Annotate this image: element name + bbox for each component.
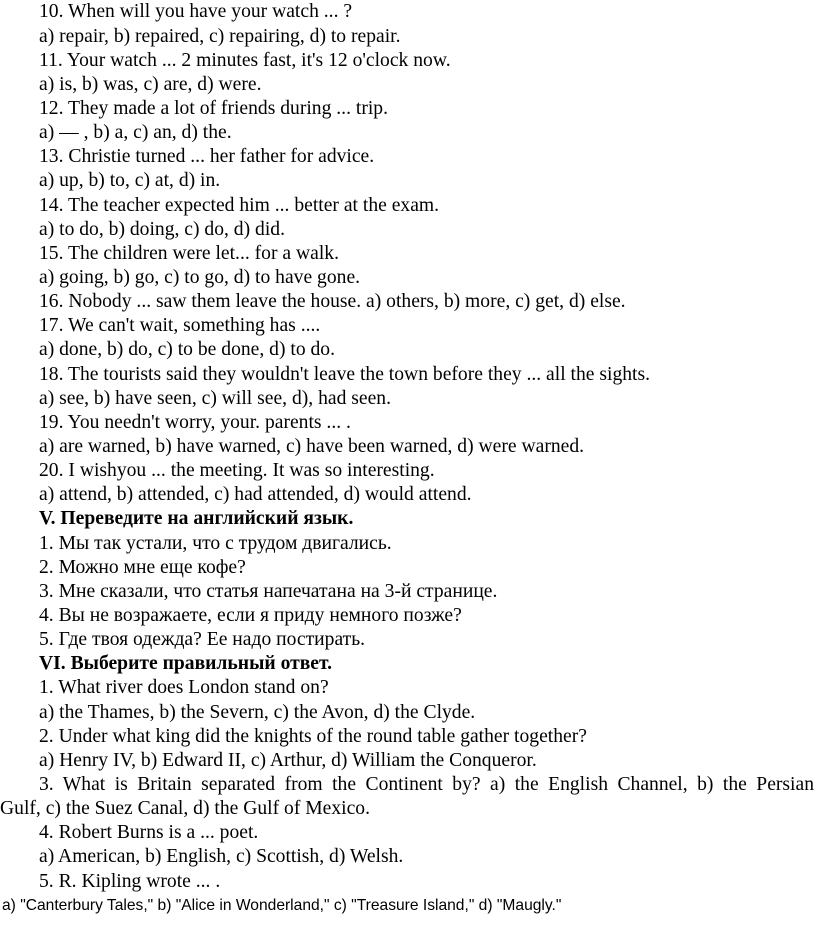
quiz-question-4: 4. Robert Burns is a ... poet. [39, 822, 259, 843]
question-15: 15. The children were let... for a walk. [39, 243, 339, 264]
answer-options-18: a) see, b) have seen, c) will see, d), had seen. [39, 388, 391, 409]
quiz-question-5: 5. R. Kipling wrote ... . [39, 871, 221, 892]
question-11: 11. Your watch ... 2 minutes fast, it's 12 o'clock now. [39, 50, 451, 71]
answer-options-15: a) going, b) go, c) to go, d) to have gone. [39, 267, 361, 288]
question-12: 12. They made a lot of friends during ... trip. [39, 98, 388, 119]
section-heading-vi: VI. Выберите правильный ответ. [39, 653, 333, 674]
quiz-question-3-continued: Gulf, c) the Suez Canal, d) the Gulf of Mexico. [0, 798, 370, 819]
answer-options-20: a) attend, b) attended, c) had attended, d) would attend. [39, 484, 472, 505]
question-10: 10. When will you have your watch ... ? [39, 1, 353, 22]
quiz-question-3: 3. What is Britain separated from the Continent by? a) the English Channel, b) the Persian [39, 774, 814, 795]
translate-item-1: 1. Мы так устали, что с трудом двигались. [39, 533, 392, 554]
quiz-options-5: a) "Canterbury Tales," b) "Alice in Wonderland," c) "Treasure Island," d) "Maugly." [2, 897, 562, 914]
quiz-options-2: a) Henry IV, b) Edward II, c) Arthur, d) William the Conqueror. [39, 750, 537, 771]
question-14: 14. The teacher expected him ... better at the exam. [39, 195, 440, 216]
answer-options-14: a) to do, b) doing, c) do, d) did. [39, 219, 285, 240]
translate-item-3: 3. Мне сказали, что статья напечатана на 3-й странице. [39, 581, 498, 602]
translate-item-4: 4. Вы не возражаете, если я приду немного позже? [39, 605, 462, 626]
question-17: 17. We can't wait, something has .... [39, 315, 321, 336]
question-18: 18. The tourists said they wouldn't leave the town before they ... all the sights. [39, 364, 651, 385]
question-19: 19. You needn't worry, your. parents ... . [39, 412, 351, 433]
quiz-question-2: 2. Under what king did the knights of the round table gather together? [39, 726, 587, 747]
section-heading-v: V. Переведите на английский язык. [39, 508, 354, 529]
answer-options-13: a) up, b) to, c) at, d) in. [39, 170, 221, 191]
question-16: 16. Nobody ... saw them leave the house. a) others, b) more, c) get, d) else. [39, 291, 626, 312]
answer-options-10: a) repair, b) repaired, c) repairing, d) to repair. [39, 26, 401, 47]
answer-options-17: a) done, b) do, c) to be done, d) to do. [39, 339, 336, 360]
question-20: 20. I wishyou ... the meeting. It was so interesting. [39, 460, 435, 481]
answer-options-11: a) is, b) was, c) are, d) were. [39, 74, 262, 95]
quiz-question-1: 1. What river does London stand on? [39, 677, 329, 698]
translate-item-5: 5. Где твоя одежда? Ее надо постирать. [39, 629, 366, 650]
answer-options-19: a) are warned, b) have warned, c) have been warned, d) were warned. [39, 436, 585, 457]
quiz-options-1: a) the Thames, b) the Severn, c) the Avon, d) the Clyde. [39, 702, 476, 723]
quiz-options-4: a) American, b) English, c) Scottish, d) Welsh. [39, 846, 404, 867]
translate-item-2: 2. Можно мне еще кофе? [39, 557, 246, 578]
question-13: 13. Christie turned ... her father for advice. [39, 146, 375, 167]
answer-options-12: a) — , b) a, c) an, d) the. [39, 122, 232, 143]
